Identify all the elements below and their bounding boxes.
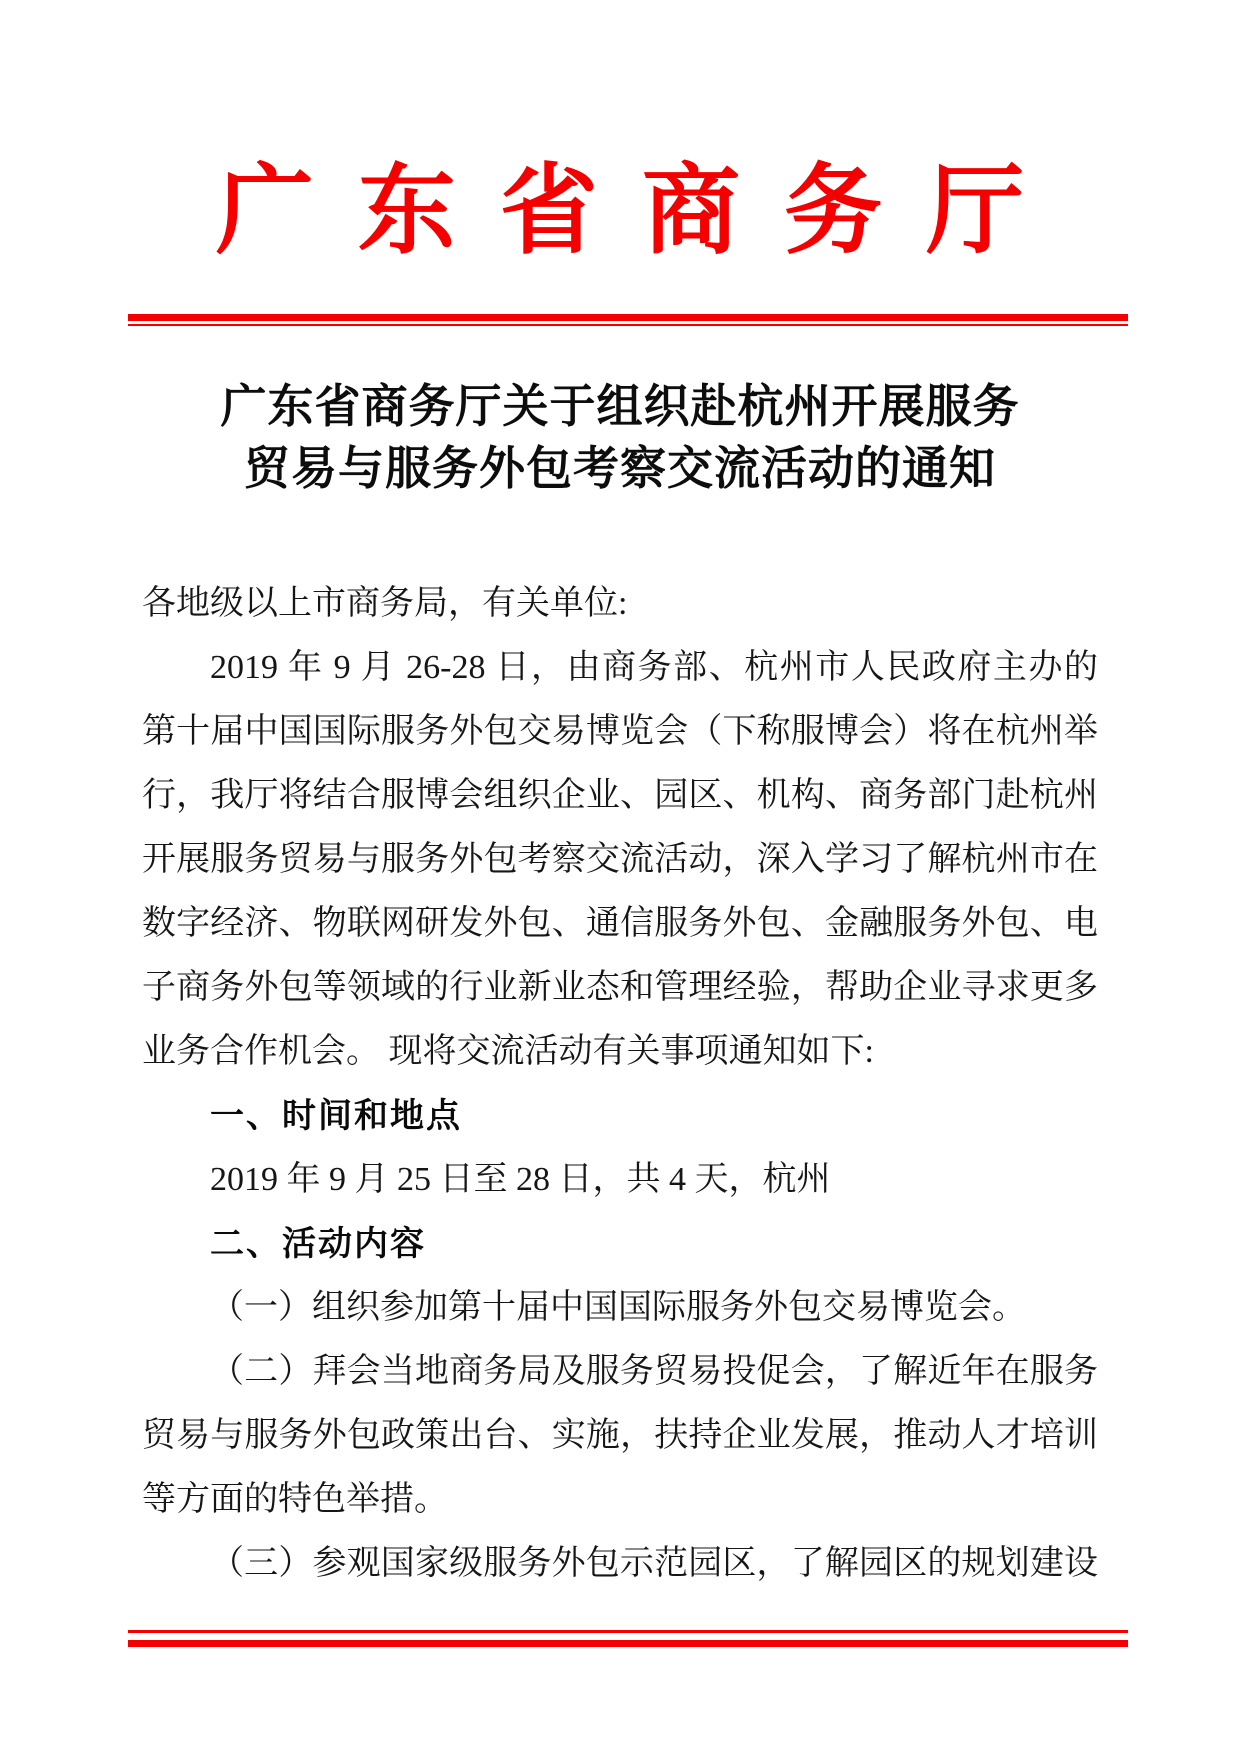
footer-thick-line bbox=[128, 1640, 1128, 1647]
body-line: 业务合作机会。 现将交流活动有关事项通知如下: bbox=[142, 1033, 874, 1070]
body-line: 等方面的特色举措。 bbox=[142, 1481, 448, 1518]
divider-thick-line bbox=[128, 314, 1128, 321]
body-line: 2019 年 9 月 26-28 日，由商务部、杭州市人民政府主办的 bbox=[210, 649, 1098, 686]
document-title-line1: 广东省商务厅关于组织赴杭州开展服务 bbox=[220, 381, 1020, 432]
document-body bbox=[142, 572, 1098, 1596]
footer-divider bbox=[128, 1630, 1128, 1647]
body-line: 贸易与服务外包政策出台、实施，扶持企业发展，推动人才培训 bbox=[142, 1417, 1098, 1454]
section-heading: 一、时间和地点 bbox=[210, 1097, 462, 1135]
body-line: （二）拜会当地商务局及服务贸易投促会，了解近年在服务 bbox=[210, 1353, 1098, 1390]
body-line: 各地级以上市商务局，有关单位: bbox=[142, 585, 628, 622]
letterhead-agency-name: 广东省商务厅 bbox=[215, 158, 1069, 266]
section-heading: 二、活动内容 bbox=[210, 1225, 426, 1263]
body-line: 子商务外包等领域的行业新业态和管理经验，帮助企业寻求更多 bbox=[142, 969, 1098, 1006]
body-line: 第十届中国国际服务外包交易博览会（下称服博会）将在杭州举 bbox=[142, 713, 1098, 750]
divider-thin-line bbox=[128, 324, 1128, 326]
body-line: （一）组织参加第十届中国国际服务外包交易博览会。 bbox=[210, 1289, 1026, 1326]
body-line: 数字经济、物联网研发外包、通信服务外包、金融服务外包、电 bbox=[142, 905, 1098, 942]
document-title-line2: 贸易与服务外包考察交流活动的通知 bbox=[244, 443, 996, 494]
body-line: 2019 年 9 月 25 日至 28 日，共 4 天，杭州 bbox=[210, 1161, 831, 1198]
body-line: （三）参观国家级服务外包示范园区，了解园区的规划建设 bbox=[210, 1545, 1098, 1582]
body-line: 行，我厅将结合服博会组织企业、园区、机构、商务部门赴杭州 bbox=[142, 777, 1098, 814]
body-line: 开展服务贸易与服务外包考察交流活动，深入学习了解杭州市在 bbox=[142, 841, 1098, 878]
footer-thin-line bbox=[128, 1630, 1128, 1633]
letterhead-divider bbox=[128, 314, 1128, 326]
document-title bbox=[0, 376, 1240, 500]
